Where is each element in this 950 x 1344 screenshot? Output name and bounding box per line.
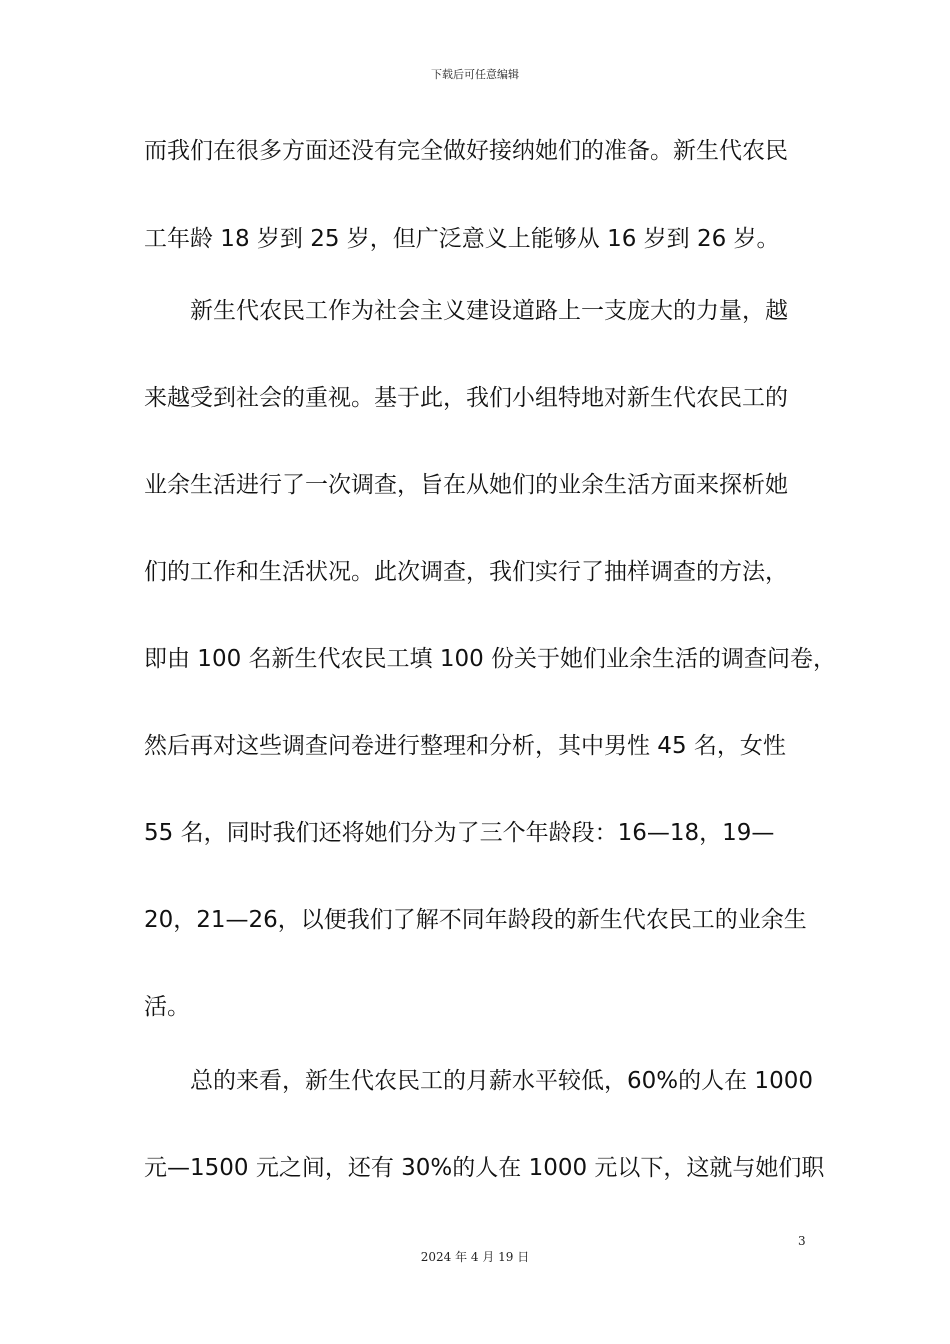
- page-header: 下载后可任意编辑: [431, 68, 519, 81]
- text-line: 工年龄 18 岁到 25 岁，但广泛意义上能够从 16 岁到 26 岁。: [144, 226, 780, 252]
- text-line: 55 名，同时我们还将她们分为了三个年龄段：16—18，19—: [144, 820, 775, 846]
- paragraph-first-line: 新生代农民工作为社会主义建设道路上一支庞大的力量，越: [190, 298, 788, 324]
- text-line: 20，21—26，以便我们了解不同年龄段的新生代农民工的业余生: [144, 907, 807, 933]
- text-line: 即由 100 名新生代农民工填 100 份关于她们业余生活的调查问卷，: [144, 646, 837, 672]
- text-line: 活。: [144, 994, 190, 1020]
- footer-date: 2024 年 4 月 19 日: [420, 1250, 530, 1264]
- text-line: 元—1500 元之间，还有 30%的人在 1000 元以下，这就与她们职: [144, 1155, 825, 1181]
- paragraph-first-line: 总的来看，新生代农民工的月薪水平较低，60%的人在 1000: [190, 1068, 813, 1094]
- text-line: 来越受到社会的重视。基于此，我们小组特地对新生代农民工的: [144, 385, 788, 411]
- text-line: 们的工作和生活状况。此次调查，我们实行了抽样调查的方法，: [144, 559, 788, 585]
- text-line: 业余生活进行了一次调查，旨在从她们的业余生活方面来探析她: [144, 472, 788, 498]
- page-number: 3: [798, 1234, 806, 1248]
- text-line: 而我们在很多方面还没有完全做好接纳她们的准备。新生代农民: [144, 138, 788, 164]
- text-line: 然后再对这些调查问卷进行整理和分析，其中男性 45 名，女性: [144, 733, 786, 759]
